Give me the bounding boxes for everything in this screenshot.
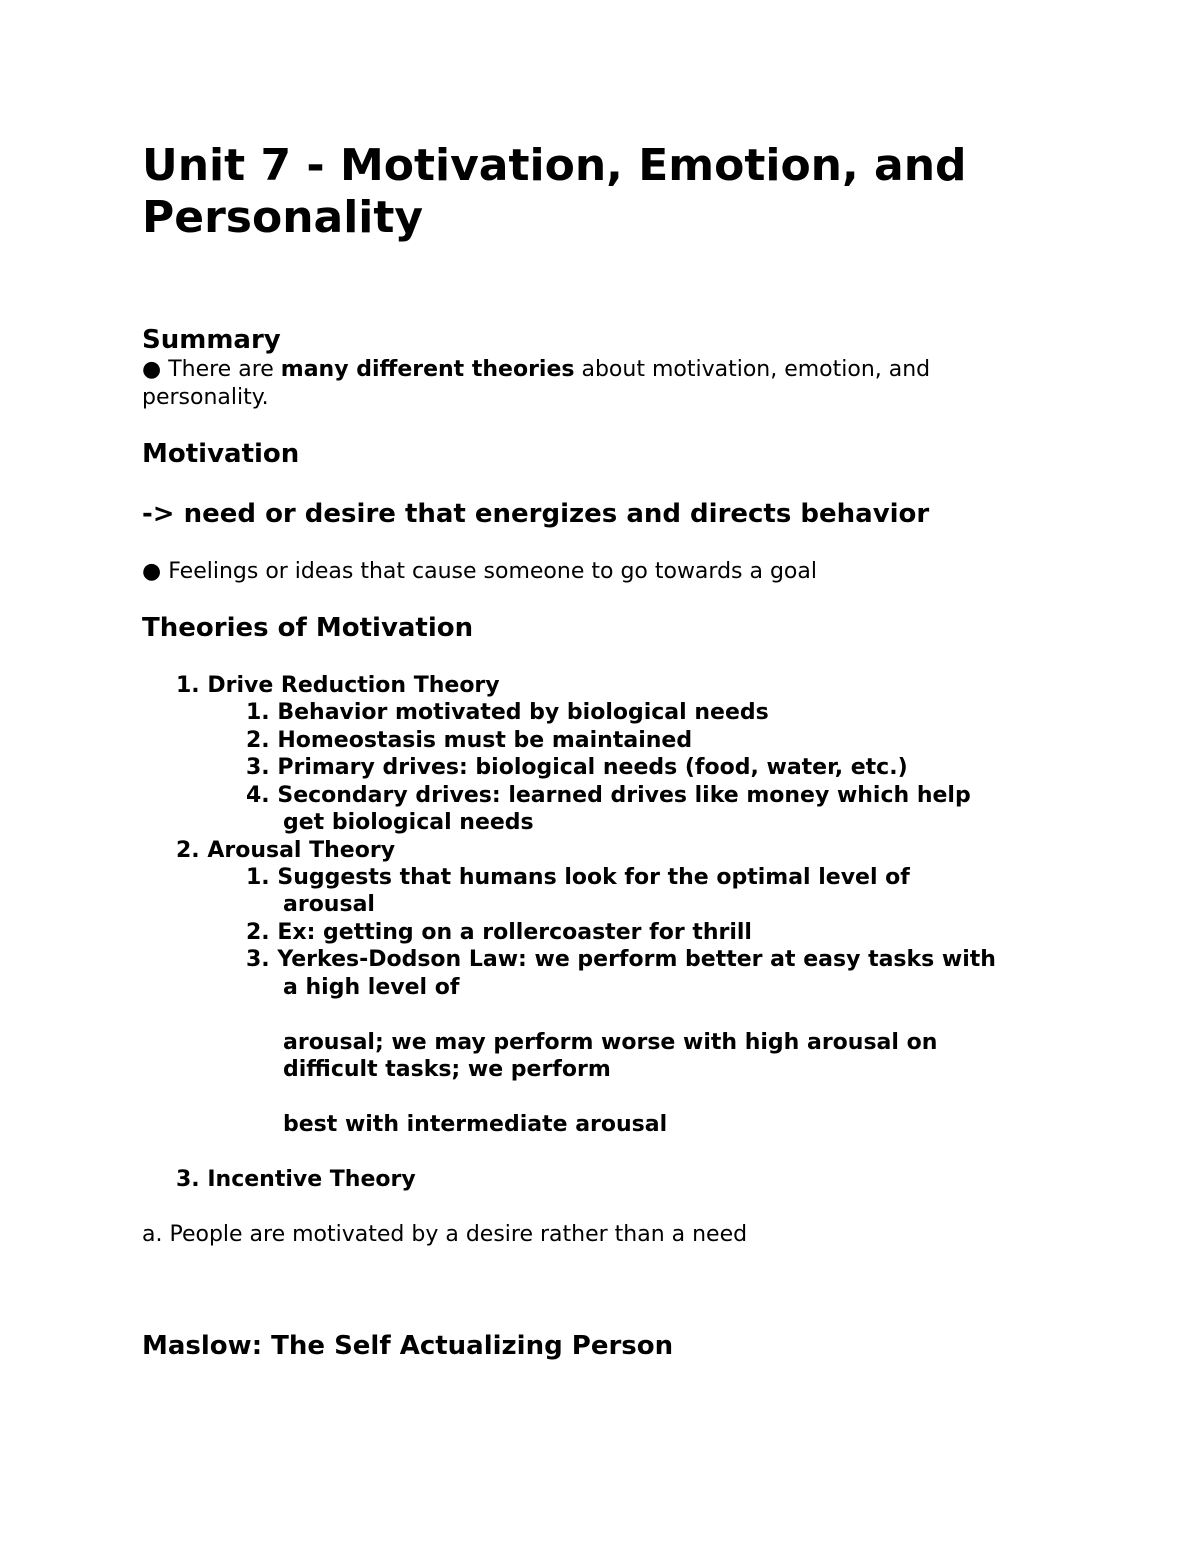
theories-heading: Theories of Motivation: [142, 613, 474, 643]
motivation-heading: Motivation: [142, 439, 300, 469]
bullet-icon: ●: [142, 559, 162, 584]
maslow-heading: Maslow: The Self Actualizing Person: [142, 1331, 674, 1361]
summary-text-after: about motivation, emotion, and: [574, 357, 931, 382]
list-item-continuation: get biological needs: [283, 810, 534, 835]
summary-bullet-line-2: personality.: [142, 385, 269, 410]
list-item-continuation: arousal: [283, 892, 375, 917]
theory-item-drive-reduction: 1. Drive Reduction Theory: [176, 673, 500, 698]
summary-text-before: There are: [168, 357, 281, 382]
page-title-line-1: Unit 7 - Motivation, Emotion, and: [142, 140, 967, 191]
list-item-continuation: arousal; we may perform worse with high arousal on: [283, 1030, 938, 1055]
summary-bullet-line-1: [142, 356, 930, 384]
list-item-continuation: best with intermediate arousal: [283, 1112, 668, 1137]
page-title-line-2: Personality: [142, 192, 424, 243]
motivation-definition: -> need or desire that energizes and directs behavior: [142, 499, 930, 529]
list-item-continuation: difficult tasks; we perform: [283, 1057, 611, 1082]
theory-item-arousal: 2. Arousal Theory: [176, 838, 396, 863]
theory-item-incentive: 3. Incentive Theory: [176, 1167, 416, 1192]
motivation-bullet-text: Feelings or ideas that cause someone to go towards a goal: [168, 559, 817, 584]
bullet-icon: ●: [142, 357, 162, 382]
list-item: 1. Behavior motivated by biological needs: [246, 700, 769, 725]
list-item: 3. Primary drives: biological needs (food, water, etc.): [246, 755, 908, 780]
list-item: 2. Homeostasis must be maintained: [246, 728, 693, 753]
list-item-continuation: a high level of: [283, 975, 460, 1000]
summary-text-bold: many different theories: [280, 357, 575, 382]
list-item: 3. Yerkes-Dodson Law: we perform better at easy tasks with: [246, 947, 996, 972]
motivation-bullet: [142, 558, 817, 586]
list-item: 4. Secondary drives: learned drives like money which help: [246, 783, 971, 808]
list-item: 1. Suggests that humans look for the optimal level of: [246, 865, 910, 890]
summary-heading: Summary: [142, 325, 281, 355]
incentive-note: a. People are motivated by a desire rather than a need: [142, 1222, 748, 1247]
list-item: 2. Ex: getting on a rollercoaster for thrill: [246, 920, 752, 945]
